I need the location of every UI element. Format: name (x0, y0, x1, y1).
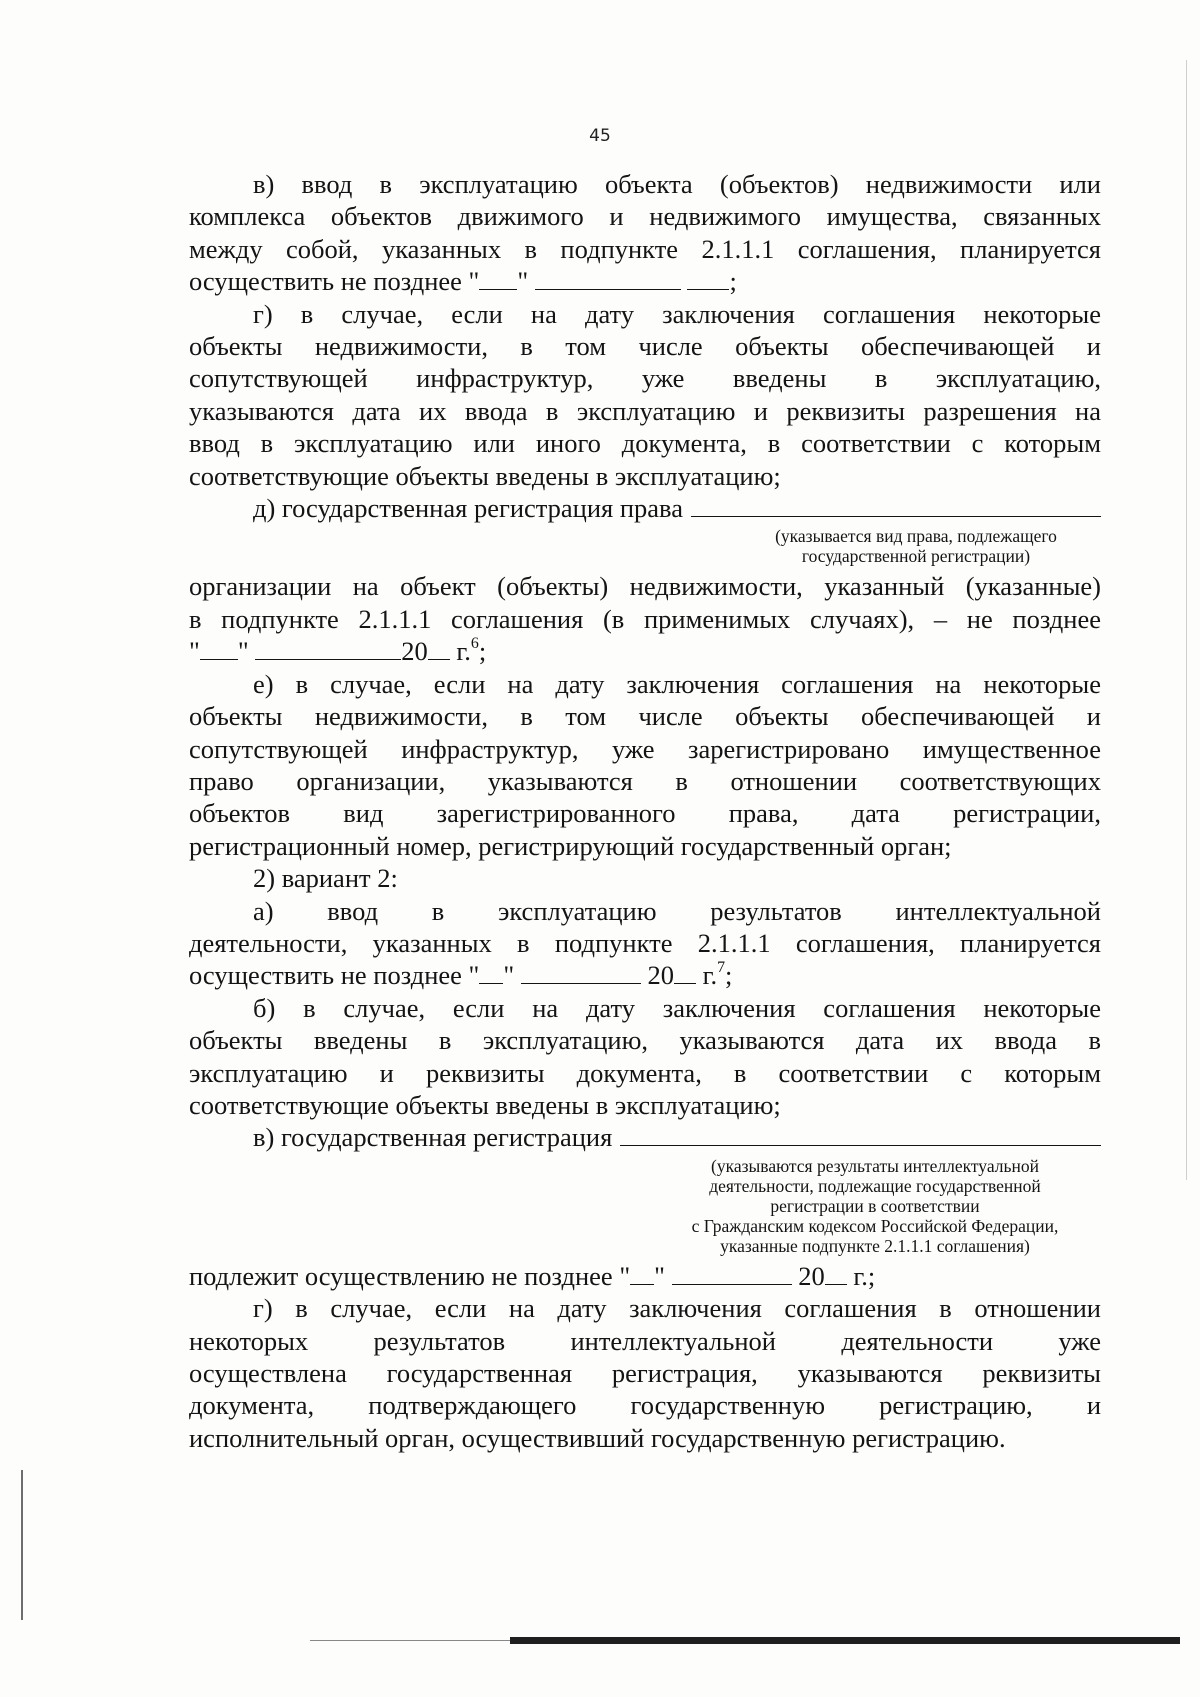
year-blank[interactable] (674, 960, 696, 985)
quote-mark: " (517, 266, 529, 297)
line-end: ; (478, 636, 487, 667)
section-2g-line: исполнительный орган, осуществивший государственную регистрацию. (189, 1422, 1006, 1453)
note-line: регистрации в соответствии (770, 1195, 980, 1216)
section-2a-deadline-line (189, 959, 1101, 991)
year-blank[interactable] (428, 635, 450, 660)
section-v-deadline-line (189, 265, 1101, 297)
section-2v-label: в) государственная регистрация (253, 1122, 613, 1153)
section-2a-line: а) ввод в эксплуатацию результатов интеллектуальной (253, 895, 1101, 926)
line-end: ; (729, 266, 737, 297)
scan-border-thick (510, 1637, 1180, 1644)
note-line: указанные подпункте 2.1.1.1 соглашения) (720, 1235, 1030, 1256)
page-number: 45 (589, 126, 611, 146)
section-g-line: объекты недвижимости, в том числе объекты обеспечивающей и (189, 331, 1101, 362)
section-g-line: сопутствующей инфраструктур, уже введены в эксплуатацию, (189, 363, 1101, 394)
section-d-label-line (189, 492, 1101, 524)
quote-mark: " (189, 636, 200, 667)
section-g-line: указываются дата их ввода в эксплуатацию и реквизиты разрешения на (189, 395, 1101, 426)
section-e-line: объектов вид зарегистрированного права, дата регистрации, (189, 798, 1101, 829)
section-d-deadline-line (189, 635, 1101, 667)
year-suffix: г. (456, 636, 471, 667)
quote-mark: " (237, 636, 249, 667)
section-2g-line: некоторых результатов интеллектуальной деятельности уже (189, 1325, 1101, 1356)
section-e-line: объекты недвижимости, в том числе объекты обеспечивающей и (189, 701, 1101, 732)
note-line: с Гражданским кодексом Российской Федерации, (691, 1215, 1059, 1236)
section-d-label: д) государственная регистрация права (253, 493, 683, 524)
section-d-line: в подпункте 2.1.1.1 соглашения (в применимых случаях), – не позднее (189, 603, 1101, 634)
section-g-line: ввод в эксплуатацию или иного документа, в соответствии с которым (189, 428, 1101, 459)
section-2g-line: документа, подтверждающего государственную регистрацию, и (189, 1390, 1101, 1421)
note-line: (указывается вид права, подлежащего (775, 526, 1057, 547)
section-v-line: комплекса объектов движимого и недвижимого имущества, связанных (189, 201, 1101, 232)
section-e-line: право организации, указываются в отношении соответствующих (189, 765, 1101, 796)
section-2v-note (649, 1156, 1101, 1256)
line-end: ; (725, 960, 733, 991)
section-2b-line: объекты введены в эксплуатацию, указываются дата их ввода в (189, 1025, 1101, 1056)
day-blank[interactable] (630, 1260, 654, 1285)
day-blank[interactable] (479, 960, 503, 985)
scan-edge-left (21, 1470, 23, 1620)
month-blank[interactable] (255, 635, 401, 660)
right-type-blank[interactable] (691, 492, 1101, 517)
section-2g-line: г) в случае, если на дату заключения соглашения в отношении (253, 1293, 1101, 1324)
note-line: государственной регистрации) (801, 546, 1031, 567)
day-blank[interactable] (200, 635, 238, 660)
section-2v-deadline-line (189, 1260, 1101, 1292)
day-blank[interactable] (479, 265, 517, 290)
month-blank[interactable] (535, 265, 681, 290)
scan-edge-right (1186, 60, 1187, 1180)
section-2v-label-line (189, 1121, 1101, 1153)
section-2b-line: соответствующие объекты введены в эксплуатацию; (189, 1089, 781, 1120)
section-g-line: соответствующие объекты введены в эксплуатацию; (189, 460, 781, 491)
section-2g-line: осуществлена государственная регистрация, указываются реквизиты (189, 1358, 1101, 1388)
section-v-line: между собой, указанных в подпункте 2.1.1.1 соглашения, планируется (189, 233, 1101, 264)
section-e-line: сопутствующей инфраструктур, уже зарегистрировано имущественное (189, 733, 1101, 764)
year-blank[interactable] (825, 1260, 847, 1285)
document-body (189, 168, 1101, 1454)
section-d-line: организации на объект (объекты) недвижимости, указанный (указанные) (189, 571, 1101, 602)
section-e-line: регистрационный номер, регистрирующий государственный орган; (189, 830, 952, 861)
scan-border-bottom (310, 1637, 1180, 1645)
month-blank[interactable] (521, 960, 641, 985)
year-suffix: г. (702, 960, 718, 991)
note-line: (указываются результаты интеллектуальной (711, 1155, 1039, 1176)
deadline-prefix: подлежит осуществлению не позднее " (189, 1260, 631, 1291)
section-e-line: е) в случае, если на дату заключения соглашения на некоторые (253, 668, 1101, 699)
note-line: деятельности, подлежащие государственной (709, 1175, 1041, 1196)
section-2b-line: эксплуатацию и реквизиты документа, в соответствии с которым (189, 1057, 1101, 1088)
scan-border-thin (310, 1640, 510, 1641)
footnote-ref[interactable]: 6 (470, 635, 479, 653)
year-prefix: 20 (647, 960, 674, 991)
year-prefix: 20 (401, 636, 428, 667)
footnote-ref[interactable]: 7 (717, 959, 726, 977)
section-2a-line: деятельности, указанных в подпункте 2.1.1.1 соглашения, планируется (189, 927, 1101, 958)
year-prefix: 20 (798, 1260, 825, 1291)
section-d-note (731, 526, 1101, 566)
variant-2-heading: 2) вариант 2: (253, 863, 398, 894)
month-blank[interactable] (672, 1260, 792, 1285)
year-blank[interactable] (687, 265, 729, 290)
results-blank[interactable] (620, 1122, 1101, 1147)
quote-mark: " (503, 960, 515, 991)
quote-mark: " (654, 1260, 665, 1291)
section-g-line: г) в случае, если на дату заключения соглашения некоторые (253, 298, 1101, 329)
deadline-prefix: осуществить не позднее " (189, 266, 480, 297)
section-2b-line: б) в случае, если на дату заключения соглашения некоторые (253, 992, 1101, 1023)
deadline-prefix: осуществить не позднее " (189, 960, 480, 991)
section-v-line: в) ввод в эксплуатацию объекта (объектов) недвижимости или (253, 169, 1101, 199)
year-suffix: г.; (853, 1260, 876, 1291)
